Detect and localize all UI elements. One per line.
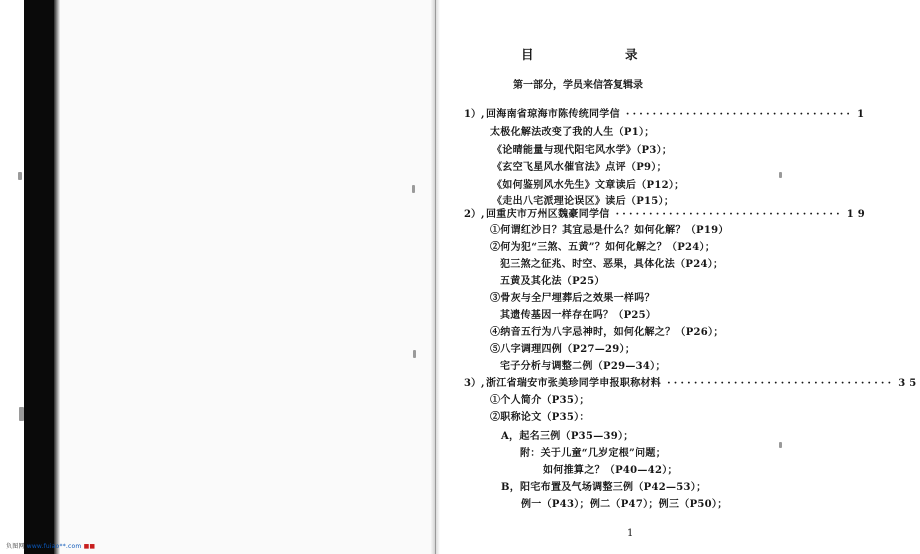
bleed-mark (413, 350, 416, 358)
toc-heading-right: 录 (625, 47, 638, 62)
toc-subitem[interactable]: 附：关于儿童“几岁定根”问题； (520, 448, 667, 459)
toc-subitem[interactable]: 《玄空飞星风水催官法》点评（P9）； (492, 162, 667, 173)
toc-subheading: 第一部分，学员来信答复辑录 (513, 80, 643, 91)
gutter-line (435, 0, 436, 554)
toc-subitem[interactable]: 《走出八宅派理论误区》读后（P15）； (492, 196, 675, 207)
toc-entry-title: 回重庆市万州区魏豪同学信 (486, 209, 610, 220)
toc-subitem[interactable]: ②何为犯“三煞、五黄”？如何化解之？（P24）； (490, 242, 716, 253)
section-number: 3）, (464, 378, 485, 389)
toc-subitem[interactable]: 其遗传基因一样存在吗？（P25） (500, 310, 657, 321)
watermark (6, 541, 95, 550)
toc-subitem[interactable]: 《论晴能量与现代阳宅风水学》（P3）； (492, 145, 673, 156)
toc-heading-left: 目 (521, 47, 534, 62)
toc-subitem[interactable]: 太极化解法改变了我的人生（P1）； (490, 127, 655, 138)
toc-subitem[interactable]: 例一（P43）；例二（P47）；例三（P50）； (521, 499, 728, 510)
toc-entry[interactable] (486, 209, 869, 221)
toc-entry-page: 1 (857, 109, 869, 120)
watermark-tail: ■■ (83, 543, 96, 550)
section-number: 1）, (464, 109, 485, 120)
toc-subitem[interactable]: A，起名三例（P35—39）； (501, 431, 634, 442)
watermark-site: www.fuiao**.com (26, 543, 82, 550)
toc-entry-page: 19 (846, 209, 869, 220)
toc-entry-page: 35 (898, 378, 920, 389)
page-number: 1 (627, 528, 634, 539)
toc-subitem[interactable]: ④纳音五行为八字忌神时，如何化解之？（P26）； (490, 327, 724, 338)
toc-entry[interactable] (486, 109, 869, 121)
dot-leader: ·································· (625, 109, 854, 120)
bleed-mark (18, 172, 22, 180)
toc-subitem[interactable]: ①何谓红沙日？其宜忌是什么？如何化解？（P19） (490, 225, 729, 236)
scan-edge-gradient (54, 0, 60, 554)
watermark-prefix: 负图网 (6, 543, 25, 550)
toc-subitem[interactable]: ③骨灰与全尸埋葬后之效果一样吗？ (490, 293, 655, 304)
toc-subitem[interactable]: 犯三煞之征兆、时空、恶果，具体化法（P24）； (500, 259, 724, 270)
scan-edge-shadow (24, 0, 54, 554)
toc-entry-title: 浙江省瑞安市张美珍同学申报职称材料 (486, 378, 662, 389)
bleed-mark (779, 172, 782, 178)
toc-entry[interactable] (486, 378, 920, 390)
toc-entry-title: 回海南省琼海市陈传统同学信 (486, 109, 620, 120)
dot-leader: ·································· (615, 209, 843, 220)
dot-leader: ·································· (667, 378, 895, 389)
toc-subitem[interactable]: 宅子分析与调整二例（P29—34）； (500, 361, 666, 372)
bleed-mark (19, 407, 24, 421)
toc-subitem[interactable]: ②职称论文（P35）： (490, 412, 590, 423)
bleed-mark (412, 185, 415, 193)
toc-subitem[interactable]: 五黄及其化法（P25） (500, 276, 605, 287)
toc-subitem[interactable]: B，阳宅布置及气场调整三例（P42—53）； (501, 482, 707, 493)
toc-subitem[interactable]: ①个人简介（P35）； (490, 395, 590, 406)
toc-subitem[interactable]: 如何推算之？（P40—42）； (543, 465, 678, 476)
left-blank-page (60, 0, 436, 554)
section-number: 2）, (464, 209, 485, 220)
bleed-mark (779, 442, 782, 448)
toc-subitem[interactable]: ⑤八字调理四例（P27—29）； (490, 344, 636, 355)
toc-subitem[interactable]: 《如何鉴别风水先生》文章读后（P12）； (492, 180, 685, 191)
